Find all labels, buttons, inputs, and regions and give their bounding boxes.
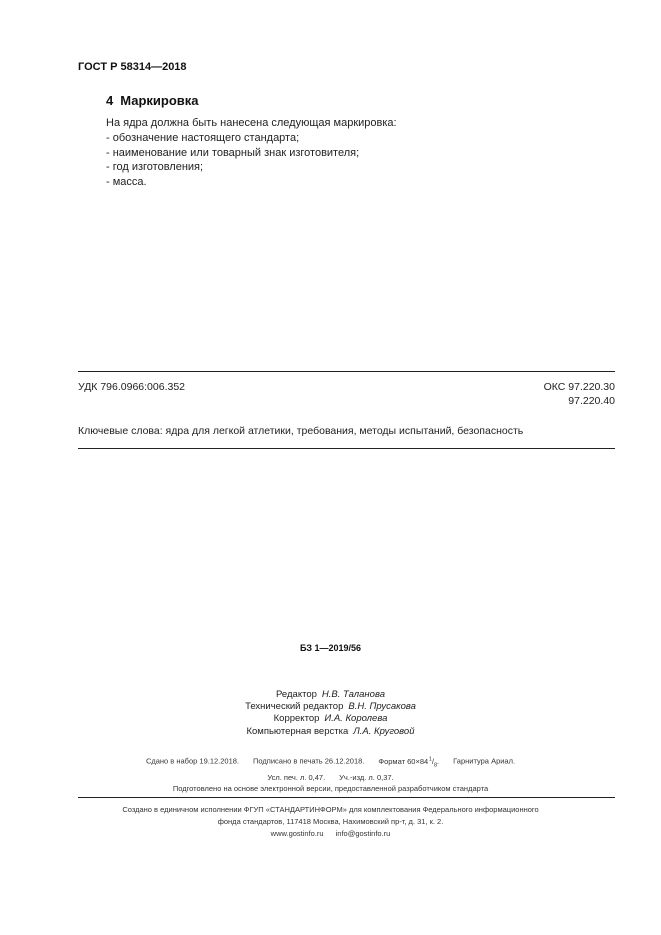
font-info: Гарнитура Ариал. xyxy=(453,756,516,766)
credits-block xyxy=(0,689,661,738)
print-info-line-2 xyxy=(0,772,661,784)
credit-role: Компьютерная верстка xyxy=(246,725,349,737)
bz-number: БЗ 1—2019/56 xyxy=(299,643,362,653)
footer-line-2: фонда стандартов, 117418 Москва, Нахимовский пр-т, д. 31, к. 2. xyxy=(217,817,444,826)
print-sheets: Усл. печ. л. 0,47. xyxy=(267,772,326,782)
oks-code-2: 97.220.40 xyxy=(568,394,615,407)
credit-person: И.А. Королева xyxy=(324,713,388,725)
list-item: - год изготовления; xyxy=(106,161,204,174)
credit-person: Л.А. Круговой xyxy=(353,725,415,737)
credit-person: В.Н. Прусакова xyxy=(348,701,416,713)
publisher-footer xyxy=(0,804,661,840)
signed-date: Подписано в печать 26.12.2018. xyxy=(253,756,365,766)
credit-person: Н.В. Таланова xyxy=(321,689,385,700)
keywords: Ключевые слова: ядра для легкой атлетики, требования, методы испытаний, безопасность xyxy=(78,425,524,437)
email-link[interactable]: info@gostinfo.ru xyxy=(335,829,391,838)
pub-sheets: Уч.-изд. л. 0,37. xyxy=(339,772,394,782)
list-item: - масса. xyxy=(106,176,147,189)
credit-tech-editor xyxy=(0,701,661,713)
list-item: - обозначение настоящего стандарта; xyxy=(106,131,300,144)
footer-contacts xyxy=(0,828,661,840)
credit-layout xyxy=(0,726,661,738)
credit-corrector xyxy=(0,713,661,725)
section-intro: На ядра должна быть нанесена следующая маркировка: xyxy=(106,117,397,129)
divider-top xyxy=(78,371,615,372)
section-body xyxy=(106,116,397,190)
credit-role: Технический редактор xyxy=(245,701,344,713)
credit-editor xyxy=(0,689,661,701)
section-number: 4 xyxy=(106,93,114,108)
divider-footer xyxy=(78,797,615,798)
section-heading xyxy=(106,93,199,108)
document-code-header: ГОСТ Р 58314—2018 xyxy=(78,61,187,73)
prepared-note: Подготовлено на основе электронной версии, предоставленной разработчиком стандарта xyxy=(172,784,489,793)
oks-codes xyxy=(544,381,615,408)
website-link[interactable]: www.gostinfo.ru xyxy=(270,829,324,838)
print-info xyxy=(0,754,661,795)
section-title: Маркировка xyxy=(120,93,199,108)
submitted-date: Сдано в набор 19.12.2018. xyxy=(145,756,240,766)
footer-line-1: Создано в единичном исполнении ФГУП «СТАНДАРТИНФОРМ» для комплектования Федерального информационного xyxy=(122,805,539,814)
print-info-line-1 xyxy=(0,754,661,772)
udk-code: УДК 796.0966:006.352 xyxy=(78,381,186,393)
list-item: - наименование или товарный знак изготовителя; xyxy=(106,146,360,159)
credit-role: Редактор xyxy=(276,689,317,700)
divider-keywords xyxy=(78,448,615,449)
oks-code-1: ОКС 97.220.30 xyxy=(543,381,615,393)
format: Формат 60×84 $^1/_8$. xyxy=(378,756,440,768)
credit-role: Корректор xyxy=(273,713,320,725)
